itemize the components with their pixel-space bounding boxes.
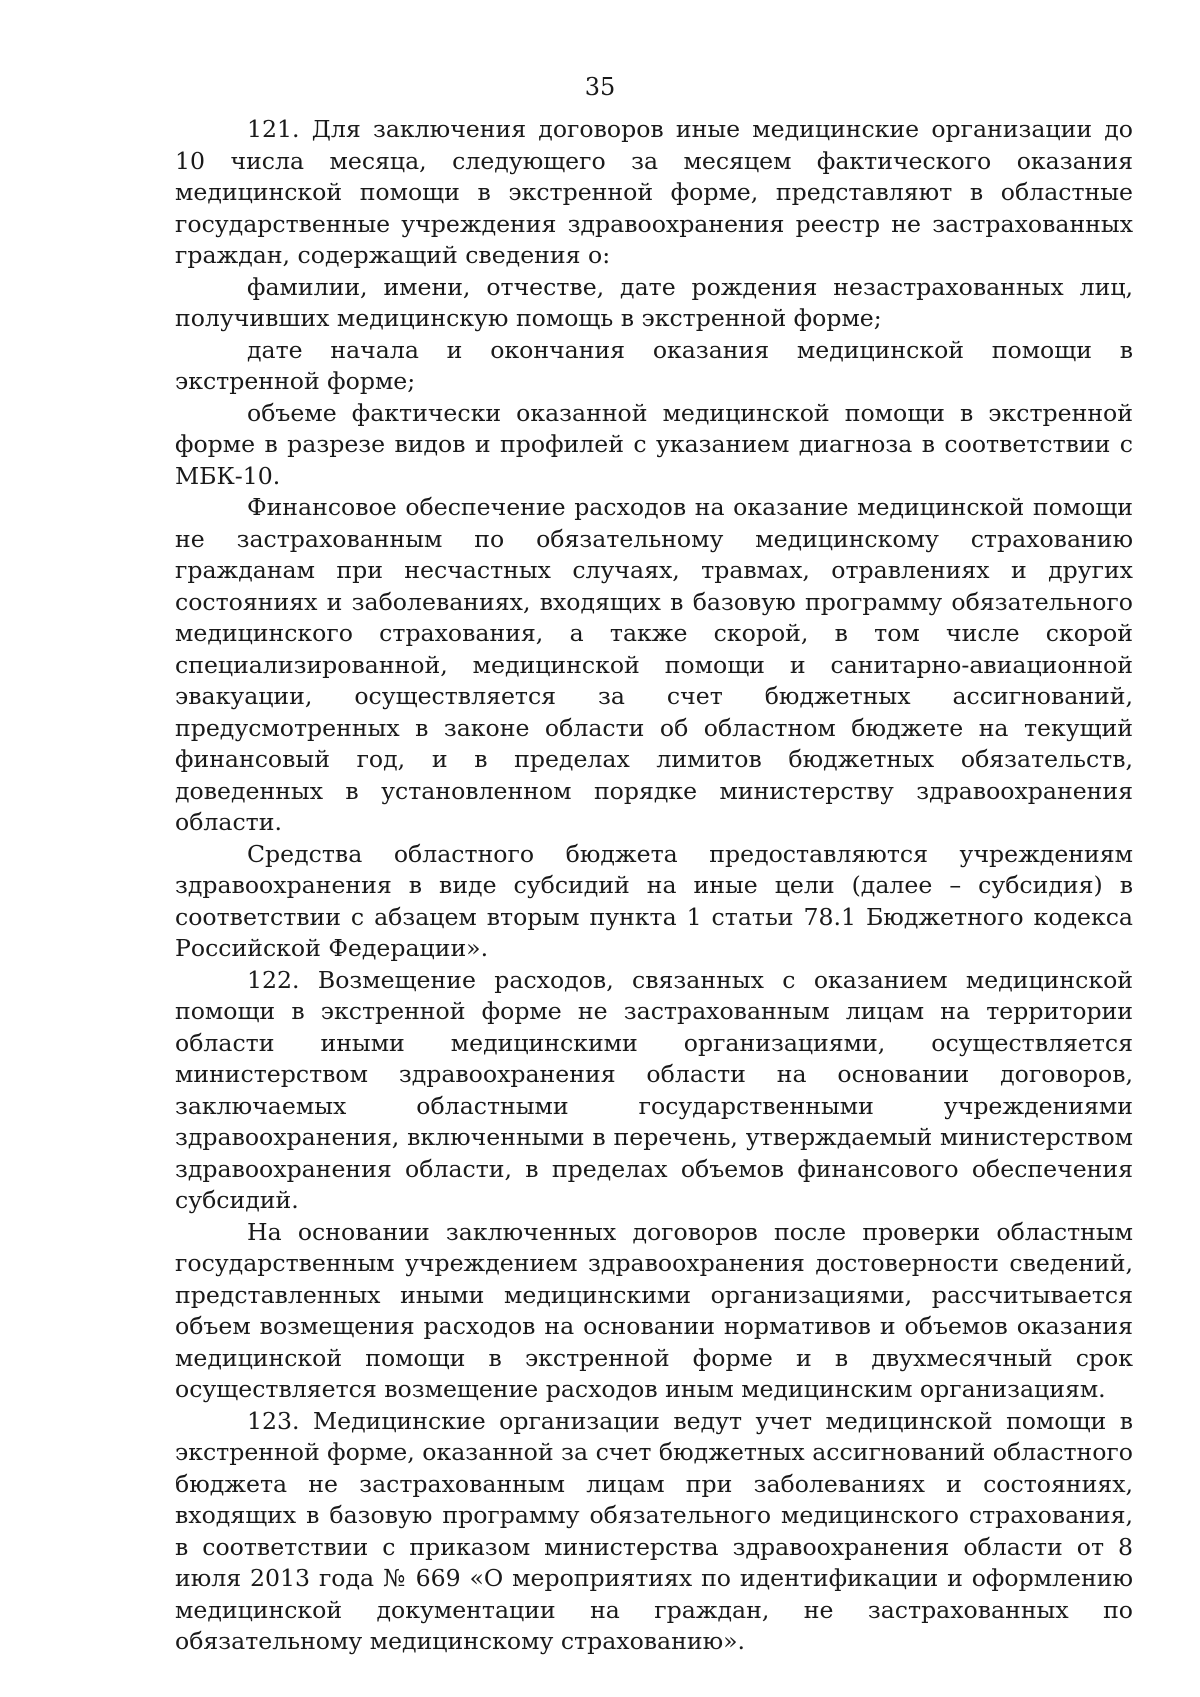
paragraph-budget-funds: Средства областного бюджета предоставляются учреждениям здравоохранения в виде субсидий на иные цели (далее – субсидия) в соответствии с абзацем вторым пункта 1 статьи 78.1 Бюджетного кодекса Российской Федерации». [175,839,1133,962]
paragraph-122: 122. Возмещение расходов, связанных с оказанием медицинской помощи в экстренной форме не застрахованным лицам на территории области иными медицинскими организациями, осуществляется министерством здравоохранения области на основании договоров, заключаемых областными государственными учреждениями здравоохранения, включенными в перечень, утверждаемый министерством здравоохранения области, в пределах объемов финансового обеспечения субсидий. [175,965,1133,1214]
page-number: 35 [584,73,616,101]
paragraph-financing: Финансовое обеспечение расходов на оказание медицинской помощи не застрахованным по обязательному медицинскому страхованию гражданам при несчастных случаях, травмах, отравлениях и других состояниях и заболеваниях, входящих в базовую программу обязательного медицинского страхования, а также скорой, в том числе скорой специализированной, медицинской помощи и санитарно-авиационной эвакуации, осуществляется за счет бюджетных ассигнований, предусмотренных в законе области об областном бюджете на текущий финансовый год, и в пределах лимитов бюджетных обязательств, доведенных в установленном порядке министерству здравоохранения области. [175,493,1133,836]
paragraph-121-intro: 121. Для заключения договоров иные медицинские организации до 10 числа месяца, следующего за месяцем фактического оказания медицинской помощи в экстренной форме, представляют в областные государственные учреждения здравоохранения реестр не застрахованных граждан, содержащий сведения о: [175,115,1133,269]
paragraph-list-item-names: фамилии, имени, отчестве, дате рождения незастрахованных лиц, получивших медицинскую помощь в экстренной форме; [175,272,1133,332]
paragraph-list-item-dates: дате начала и окончания оказания медицинской помощи в экстренной форме; [175,335,1133,395]
document-body [175,114,1133,1658]
paragraph-123: 123. Медицинские организации ведут учет медицинской помощи в экстренной форме, оказанной за счет бюджетных ассигнований областного бюджета не застрахованным лицам при заболеваниях и состояниях, входящих в базовую программу обязательного медицинского страхования, в соответствии с приказом министерства здравоохранения области от 8 июля 2013 года № 669 «О мероприятиях по идентификации и оформлению медицинской документации на граждан, не застрахованных по обязательному медицинскому страхованию». [175,1406,1133,1655]
paragraph-list-item-volume: объеме фактически оказанной медицинской помощи в экстренной форме в разрезе видов и профилей с указанием диагноза в соответствии с МБК-10. [175,398,1133,490]
paragraph-reimbursement: На основании заключенных договоров после проверки областным государственным учреждением здравоохранения достоверности сведений, представленных иными медицинскими организациями, рассчитывается объем возмещения расходов на основании нормативов и объемов оказания медицинской помощи в экстренной форме и в двухмесячный срок осуществляется возмещение расходов иным медицинским организациям. [175,1217,1133,1403]
